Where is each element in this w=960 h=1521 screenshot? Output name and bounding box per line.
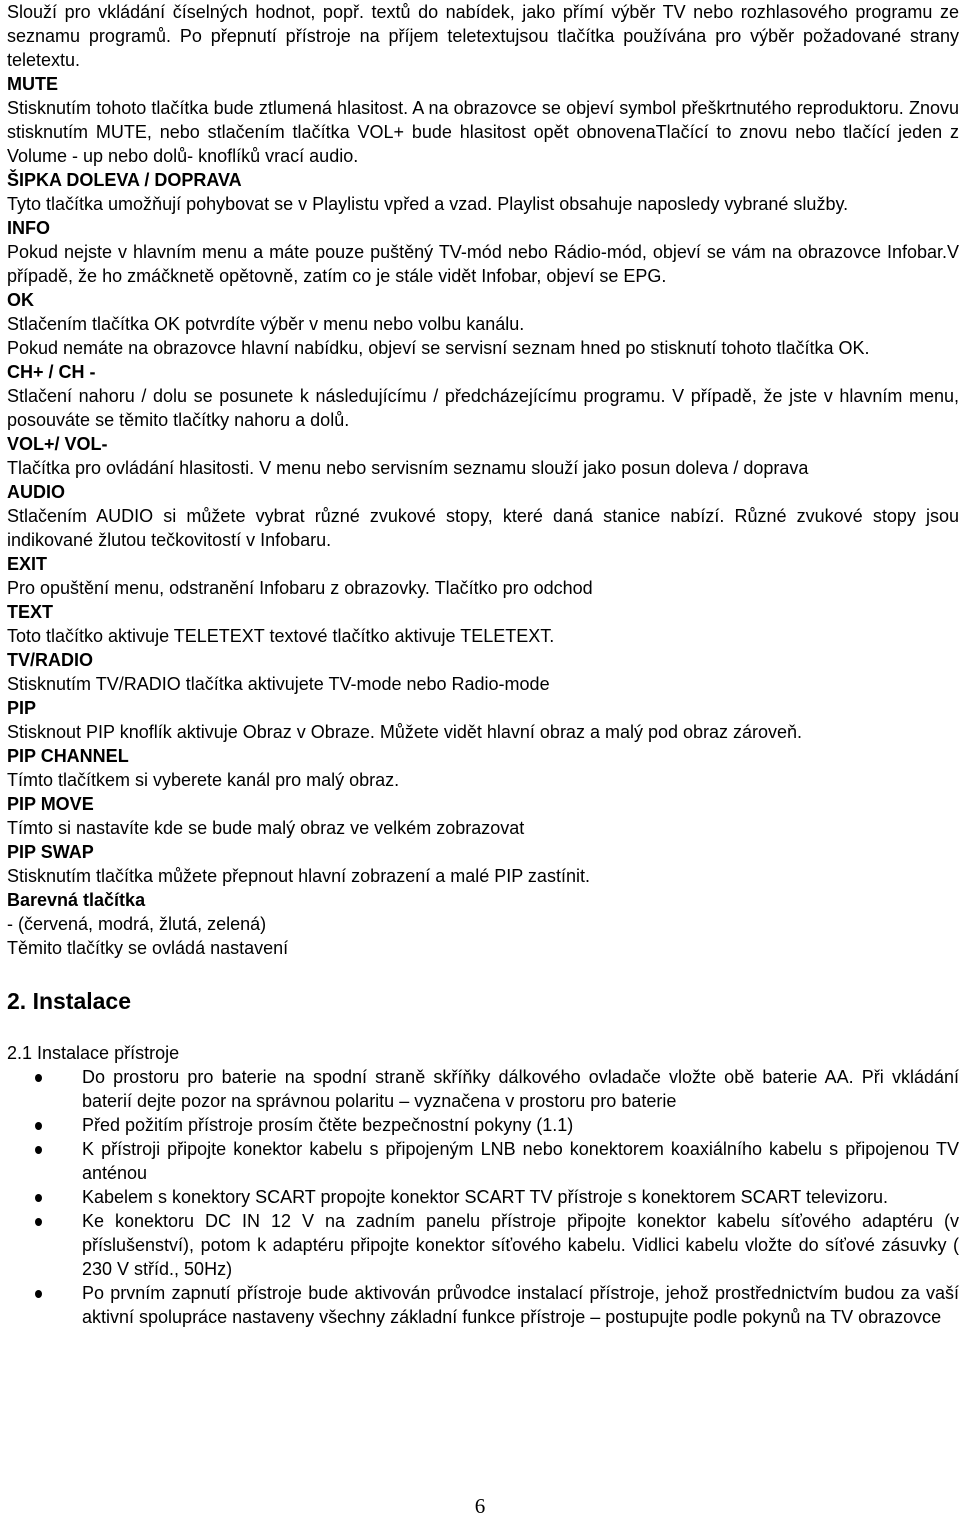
section-paragraph: Tímto tlačítkem si vyberete kanál pro malý obraz. xyxy=(7,770,400,790)
section-heading: CH+ / CH - xyxy=(7,362,96,382)
section-paragraph: Toto tlačítko aktivuje TELETEXT textové tlačítko aktivuje TELETEXT. xyxy=(7,626,555,646)
section-heading: TEXT xyxy=(7,602,54,622)
section-color-buttons xyxy=(7,888,959,960)
section-paragraph: Stisknutím tlačítka můžete přepnout hlavní zobrazení a malé PIP zastínit. xyxy=(7,866,590,886)
list-item: Do prostoru pro baterie na spodní straně skříňky dálkového ovladače vložte obě baterie AA. Při vkládání baterií dejte pozor na správnou polaritu – vyznačena v prostoru pro baterie xyxy=(7,1065,959,1113)
section-tv-radio xyxy=(7,648,959,696)
section-paragraph: Stlačení nahoru / dolu se posunete k následujícímu / předcházejícímu programu. V případě, že jste v hlavním menu, posouváte se těmito tlačítky nahoru a dolů. xyxy=(7,386,959,430)
intro-paragraph: Slouží pro vkládání číselných hodnot, popř. textů do nabídek, jako přímí výběr TV nebo rozhlasového programu ze seznamu programů. Po přepnutí přístroje na příjem teletextujsou tlačítka používána pro výběr požadované strany teletextu. xyxy=(7,2,959,70)
bullet-icon xyxy=(35,1074,42,1082)
section-pip-move xyxy=(7,792,959,840)
section-paragraph: Stlačením tlačítka OK potvrdíte výběr v menu nebo volbu kanálu. xyxy=(7,314,525,334)
key-descriptions xyxy=(7,72,959,960)
section-heading: OK xyxy=(7,290,34,310)
bullet-icon xyxy=(35,1146,42,1154)
bullet-icon xyxy=(35,1122,42,1130)
section-paragraph: Pro opuštění menu, odstranění Infobaru z obrazovky. Tlačítko pro odchod xyxy=(7,578,593,598)
section-paragraph: Stisknout PIP knoflík aktivuje Obraz v Obraze. Můžete vidět hlavní obraz a malý pod obraz zároveň. xyxy=(7,722,803,742)
section-paragraph: Tímto si nastavíte kde se bude malý obraz ve velkém zobrazovat xyxy=(7,818,525,838)
section-paragraph: Stlačením AUDIO si můžete vybrat různé zvukové stopy, které daná stanice nabízí. Různé zvukové stopy jsou indikované žlutou tečkovitostí v Infobaru. xyxy=(7,506,959,550)
section-heading: VOL+/ VOL- xyxy=(7,434,108,454)
chapter-title: 2. Instalace xyxy=(7,988,132,1014)
page-number: 6 xyxy=(474,1494,486,1518)
installation-steps xyxy=(7,1065,959,1329)
section-audio xyxy=(7,480,959,552)
section-paragraph: Pokud nemáte na obrazovce hlavní nabídku, objeví se servisní seznam hned po stisknutí tohoto tlačítka OK. xyxy=(7,338,870,358)
list-item: Ke konektoru DC IN 12 V na zadním panelu přístroje připojte konektor kabelu síťového adaptéru (v příslušenství), potom k adaptéru připojte konektor síťového kabelu. Vidlici kabelu vložte do síťové zásuvky ( 230 V stříd., 50Hz) xyxy=(7,1209,959,1281)
section-paragraph: Tyto tlačítka umožňují pohybovat se v Playlistu vpřed a vzad. Playlist obsahuje naposledy vybrané služby. xyxy=(7,194,849,214)
section-info xyxy=(7,216,959,288)
section-heading: ŠIPKA DOLEVA / DOPRAVA xyxy=(7,170,242,190)
section-pip xyxy=(7,696,959,744)
section-heading: PIP CHANNEL xyxy=(7,746,129,766)
section-paragraph: Pokud nejste v hlavním menu a máte pouze puštěný TV-mód nebo Rádio-mód, objeví se vám na obrazovce Infobar.V případě, že ho zmáčknetě opětovně, zatím co je stále vidět Infobar, objeví se EPG. xyxy=(7,242,959,286)
list-item: Po prvním zapnutí přístroje bude aktivován průvodce instalací přístroje, jehož prostřednictvím budou za vaší aktivní spolupráce nastaveny všechny základní funkce přístroje – postupujte podle pokynů na TV obrazovce xyxy=(7,1281,959,1329)
section-heading: EXIT xyxy=(7,554,48,574)
bullet-icon xyxy=(35,1290,42,1298)
section-text xyxy=(7,600,959,648)
section-heading: PIP xyxy=(7,698,37,718)
section-exit xyxy=(7,552,959,600)
intro xyxy=(7,0,959,72)
section-paragraph: Stisknutím TV/RADIO tlačítka aktivujete TV-mode nebo Radio-mode xyxy=(7,674,550,694)
section-paragraph: - (červená, modrá, žlutá, zelená) xyxy=(7,914,267,934)
section-heading: MUTE xyxy=(7,74,58,94)
subsection-title: 2.1 Instalace přístroje xyxy=(7,1043,180,1063)
bullet-icon xyxy=(35,1218,42,1226)
section-pip-swap xyxy=(7,840,959,888)
section-heading: TV/RADIO xyxy=(7,650,94,670)
section-pip-channel xyxy=(7,744,959,792)
section-volume xyxy=(7,432,959,480)
installation-section xyxy=(7,986,959,1329)
list-item: Před požitím přístroje prosím čtěte bezpečnostní pokyny (1.1) xyxy=(7,1113,959,1137)
section-paragraph: Tlačítka pro ovládání hlasitosti. V menu nebo servisním seznamu slouží jako posun doleva / doprava xyxy=(7,458,809,478)
section-heading: PIP MOVE xyxy=(7,794,94,814)
section-arrows xyxy=(7,168,959,216)
list-item: Kabelem s konektory SCART propojte konektor SCART TV přístroje s konektorem SCART televizoru. xyxy=(7,1185,959,1209)
bullet-icon xyxy=(35,1194,42,1202)
section-channel xyxy=(7,360,959,432)
section-heading: INFO xyxy=(7,218,50,238)
section-paragraph: Stisknutím tohoto tlačítka bude ztlumená hlasitost. A na obrazovce se objeví symbol přeškrtnutého reproduktoru. Znovu stisknutím MUTE, nebo stlačením tlačítka VOL+ bude hlasitost opět obnovenaTlačící to znovu nebo tlačící jeden z Volume - up nebo dolů- knoflíků vrací audio. xyxy=(7,98,959,166)
section-paragraph: Těmito tlačítky se ovládá nastavení xyxy=(7,938,289,958)
section-heading: PIP SWAP xyxy=(7,842,94,862)
section-heading: Barevná tlačítka xyxy=(7,890,146,910)
document-page xyxy=(7,0,959,1329)
section-mute xyxy=(7,72,959,168)
section-ok xyxy=(7,288,959,360)
list-item: K přístroji připojte konektor kabelu s připojeným LNB nebo konektorem koaxiálního kabelu s připojenou TV anténou xyxy=(7,1137,959,1185)
section-heading: AUDIO xyxy=(7,482,65,502)
